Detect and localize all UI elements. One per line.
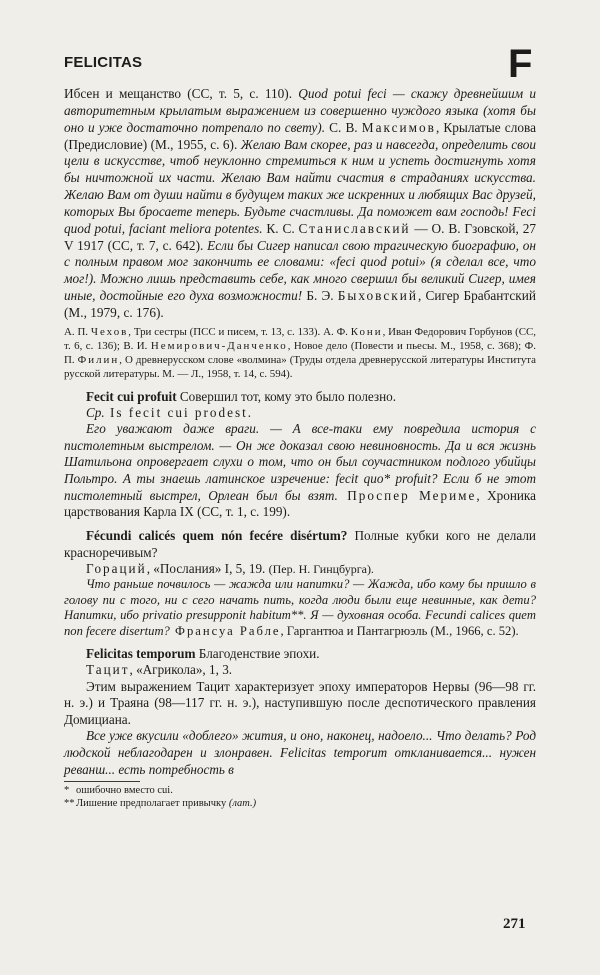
source-citation: , Хроника царствования Карла IX (СС, т. 1, с. 199). [64, 487, 536, 520]
text-span: , Сигер Брабантский (М., 1979, с. 176). [64, 288, 536, 320]
cf-target: Is fecit cui prodest. [104, 404, 254, 420]
author-name: Максимов [361, 119, 436, 135]
text-span: Б. Э. [302, 288, 338, 304]
author-name: Станиславский [298, 220, 411, 236]
running-title: FELICITAS [64, 54, 143, 71]
text-span: , О древнерусском слове «волмина» (Труды отдела древнерусской литературы Института русской литературы. М. — Л., 1958, т. 14, с. 594). [64, 354, 537, 381]
page-number: 271 [503, 916, 526, 932]
entry-headword: Fécundi calicés quem nón fecére disértum? [86, 527, 348, 543]
entry-quotation [64, 728, 536, 778]
entry-commentary [64, 679, 536, 729]
footnote-language-note: (лат.) [228, 798, 257, 810]
footnotes [64, 784, 536, 810]
text-span: — О. В. Гзовской, 27 V 1917 (СС, т. 7, с. 642). [64, 220, 537, 253]
footnote-text: Лишение предполагает привычку [76, 798, 229, 810]
author-name: Филин [77, 354, 120, 367]
text-span: , Новое дело (Повести и пьесы. М., 1958, с. 368); Ф. П. [64, 340, 536, 367]
author-name: Чехов [90, 325, 129, 338]
footnote-mark: * [64, 785, 70, 797]
entry-felicitas-temporum [64, 645, 536, 662]
entry-translation: Благоденствие эпохи. [195, 646, 320, 661]
text-span: А. П. [64, 325, 91, 338]
italic-quote: Все уже вкусили «доблего» жития, и оно, наконец, надоело... Что делать? Род людской неблагодарен и злонравен. Felicitas temporum откланивается... нужен реванш... есть потребность в [64, 728, 536, 777]
italic-quote: Желаю Вам скорее, раз и навсегда, определить свои цели в искусстве, чтоб неуклонно стремиться к ним и успеть достигнуть хотя бы ничтожной их части. Желаю Вам найти счастия в страданиях искусства. Желаю Вам от души найти в будущем таких же искренних и любящих Вас друзей, которых Вы бросаете теперь. Будьте счастливы. Да поможет вам господь! Feci quod potui, faciant meliora potentes. [64, 136, 536, 236]
references-block [64, 325, 536, 382]
author-name: Немирович-Данченко [150, 340, 288, 353]
cross-reference [64, 405, 536, 422]
author-name: Быховский [337, 288, 418, 304]
author-name: Проспер Мериме [337, 487, 477, 503]
entry-quotation [64, 577, 536, 639]
text-span: , Иван Федорович Горбунов (СС, т. 6, с. 136); В. И. [64, 325, 536, 353]
footnote-mark: ** [64, 798, 75, 810]
entry-translation: Полные кубки кого не делали красноречивым? [64, 527, 536, 560]
italic-quote: Что раньше почвилось — жажда или напитки? — Жажда, ибо кому бы пришло в голову пи с того, ни с сего начать пить, когда люди были еще невинные, как дети? Напитки, ибо privatio presupponit habitum**. Я — духовная особа. Fecundi calices quem non fecere disertum? [64, 577, 536, 638]
footnote-text: ошибочно вместо cui. [76, 785, 173, 797]
footnote [64, 784, 536, 797]
text-span: С. В. [325, 119, 362, 135]
footnote [64, 797, 536, 810]
entry-source [64, 662, 536, 679]
author-name: Гораций [86, 560, 147, 576]
commentary-text: Этим выражением Тацит характеризует эпоху императоров Нервы (96—98 гг. н. э.) и Траяна (98—117 гг. н. э.), наступившую после деспотического правления Домициана. [64, 678, 536, 727]
text-span: , Три сестры (ПСС и писем, т. 13, с. 133). А. Ф. [128, 325, 351, 338]
translator-note: (Пер. Н. Гинцбурга). [268, 561, 374, 576]
source-citation: , «Послания» I, 5, 19. [146, 560, 269, 576]
text-span: К. С. [262, 220, 299, 236]
footnote-divider [64, 781, 140, 782]
text-span: Ибсен и мещанство (СС, т. 5, с. 110). [64, 86, 299, 101]
entry-headword: Fecit cui profuit [86, 388, 177, 404]
entry-headword: Felicitas temporum [86, 646, 196, 661]
section-letter: F [508, 42, 533, 86]
entry-quotation [64, 421, 536, 521]
text-span: , Крылатые слова (Предисловие) (М., 1955, с. 6). [64, 119, 536, 152]
italic-quote: Если бы Сигер написал свою трагическую биографию, он с полным правом мог закончить ее словами: «feci quod potui» (я сделал все, что мог!). Можно лишь представить себе, как много свершил бы великий Сигер, имея иные, достойные его духа возможности! [64, 237, 536, 304]
entry-fecundi-calices [64, 527, 536, 561]
author-name: Кони [350, 325, 383, 338]
author-name: Франсуа Рабле [169, 623, 281, 638]
source-citation: , Гаргантюа и Пантагрюэль (М., 1966, с. 52). [280, 623, 519, 638]
entry-fecit-cui-profuit [64, 388, 536, 405]
paragraph-quod-potui [64, 86, 536, 322]
page-body [64, 86, 536, 810]
entry-source [64, 561, 536, 578]
cf-label: Ср. [86, 404, 105, 420]
entry-translation: Совершил тот, кому это было полезно. [176, 388, 397, 404]
author-name: Тацит [86, 662, 130, 677]
italic-quote: Его уважают даже враги. — А все-таки ему повредила история с пистолетным выстрелом. — Он же доказал свою невиновность. Да и вся жизнь Шатильона опровергает слухи о том, что он был соучастником подлого убийцы Польтро. А ты знаешь латинское изречение: fecit quo* profuit? Если б не этот пистолетный выстрел, Орлеан был бы взят. [64, 421, 536, 503]
source-citation: , «Агрикола», 1, 3. [129, 662, 233, 677]
italic-quote: Quod potui feci — скажу древнейшим и авторитетным крылатым выражением из совершенно чуждого языка (хотя бы оно и уже достаточно потрепало по свету). [64, 86, 536, 135]
